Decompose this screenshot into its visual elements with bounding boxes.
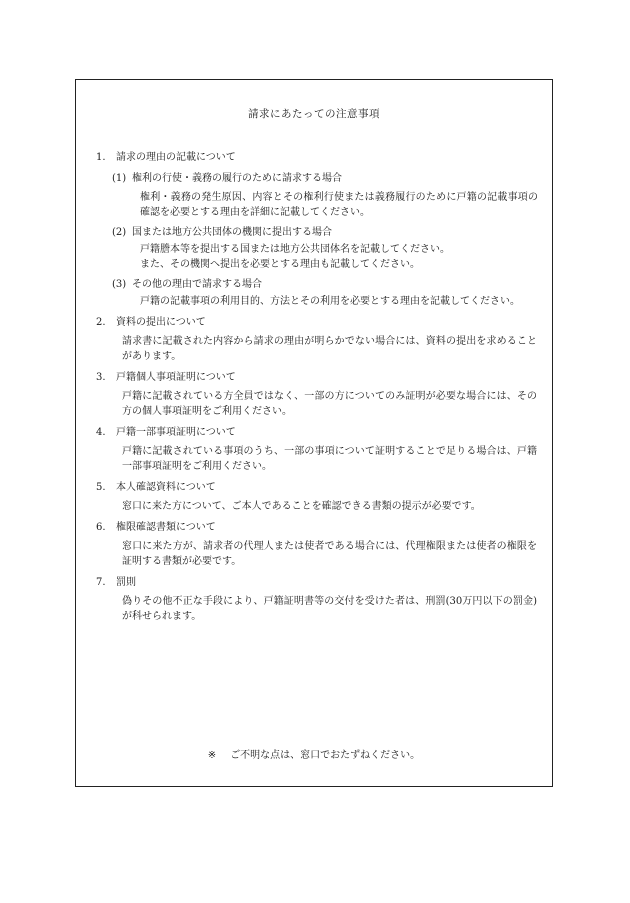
footer-note bbox=[76, 746, 552, 761]
section-6 bbox=[96, 520, 544, 569]
section-number: 1. bbox=[96, 152, 106, 163]
section-body: 戸籍に記載されている事項のうち、一部の事項について証明することで足りる場合は、戸籍一部事項証明をご利用ください。 bbox=[122, 446, 537, 472]
section-7 bbox=[96, 575, 544, 624]
section-3 bbox=[96, 370, 544, 419]
section-heading: 罰則 bbox=[116, 577, 136, 588]
section-body: 戸籍に記載されている方全員ではなく、一部の方についてのみ証明が必要な場合には、その方の個人事項証明をご利用ください。 bbox=[122, 391, 537, 417]
section-heading: 権限確認書類について bbox=[116, 522, 216, 533]
section-body: 偽りその他不正な手段により、戸籍証明書等の交付を受けた者は、刑罰(30万円以下の罰金)が科せられます。 bbox=[122, 596, 537, 622]
subsection-heading: その他の理由で請求する場合 bbox=[132, 279, 262, 290]
section-4 bbox=[96, 425, 544, 474]
subsection-body: 戸籍の記載事項の利用目的、方法とその利用を必要とする理由を記載してください。 bbox=[140, 296, 520, 307]
subsection-number: (1) bbox=[112, 173, 127, 184]
section-number: 7. bbox=[96, 577, 106, 588]
subsection-body: 戸籍謄本等を提出する国または地方公共団体名を記載してください。 bbox=[140, 244, 450, 255]
section-1 bbox=[96, 150, 544, 309]
footer-text: ご不明な点は、窓口でおたずねください。 bbox=[230, 750, 421, 761]
subsection-body: また、その機関へ提出を必要とする理由も記載してください。 bbox=[140, 259, 420, 270]
section-body: 窓口に来た方について、ご本人であることを確認できる書類の提示が必要です。 bbox=[122, 501, 481, 512]
section-number: 3. bbox=[96, 372, 106, 383]
subsection-number: (3) bbox=[112, 279, 127, 290]
section-5 bbox=[96, 480, 544, 514]
notice-content bbox=[96, 150, 544, 628]
subsection-heading: 国または地方公共団体の機関に提出する場合 bbox=[132, 227, 332, 238]
subsection-body: 権利・義務の発生原因、内容とその権利行使または義務履行のために戸籍の記載事項の確認を必要とする理由を詳細に記載してください。 bbox=[140, 192, 538, 218]
subsection-heading: 権利の行使・義務の履行のために請求する場合 bbox=[132, 173, 342, 184]
section-body: 窓口に来た方が、請求者の代理人または使者である場合には、代理権限または使者の権限を証明する書類が必要です。 bbox=[122, 541, 537, 567]
section-body: 請求書に記載された内容から請求の理由が明らかでない場合には、資料の提出を求めることがあります。 bbox=[122, 336, 537, 362]
section-heading: 本人確認資料について bbox=[116, 482, 216, 493]
section-number: 5. bbox=[96, 482, 106, 493]
section-heading: 請求の理由の記載について bbox=[116, 152, 236, 163]
section-number: 4. bbox=[96, 427, 106, 438]
reference-mark: ※ bbox=[207, 750, 217, 761]
page-title: 請求にあたっての注意事項 bbox=[248, 108, 380, 120]
subsection-number: (2) bbox=[112, 227, 127, 238]
section-heading: 資料の提出について bbox=[116, 317, 206, 328]
section-number: 6. bbox=[96, 522, 106, 533]
section-heading: 戸籍個人事項証明について bbox=[116, 372, 236, 383]
section-number: 2. bbox=[96, 317, 106, 328]
section-2 bbox=[96, 315, 544, 364]
section-heading: 戸籍一部事項証明について bbox=[116, 427, 236, 438]
notice-frame bbox=[75, 79, 553, 787]
